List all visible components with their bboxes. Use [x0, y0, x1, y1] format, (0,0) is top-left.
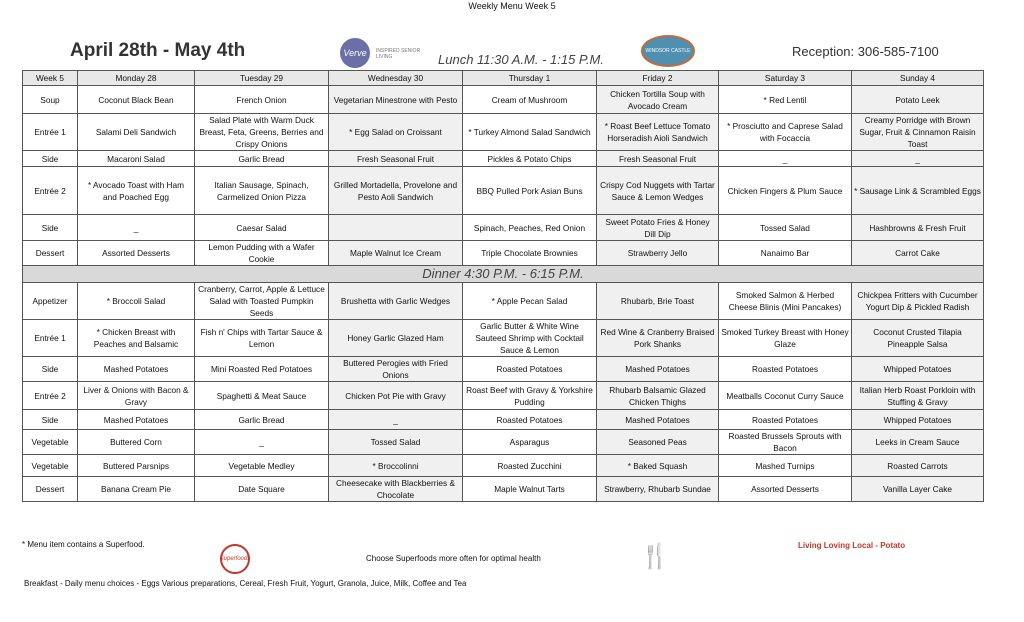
menu-row: [23, 477, 984, 502]
menu-cell: Triple Chocolate Brownies: [463, 241, 597, 266]
menu-cell: * Apple Pecan Salad: [463, 283, 597, 320]
menu-cell: Honey Garlic Glazed Ham: [329, 320, 463, 357]
menu-cell: Mashed Potatoes: [78, 357, 195, 382]
menu-cell: Tossed Salad: [719, 215, 852, 241]
menu-cell: Maple Walnut Tarts: [463, 477, 597, 502]
menu-cell: Date Square: [195, 477, 329, 502]
menu-cell: Sweet Potato Fries & Honey Dill Dip: [597, 215, 719, 241]
row-label: Entrée 2: [23, 167, 78, 215]
menu-cell: Mashed Potatoes: [78, 410, 195, 430]
menu-cell: Chicken Tortilla Soup with Avocado Cream: [597, 86, 719, 114]
menu-cell: Lemon Pudding with a Wafer Cookie: [195, 241, 329, 266]
menu-cell: Spinach, Peaches, Red Onion: [463, 215, 597, 241]
menu-cell: Cream of Mushroom: [463, 86, 597, 114]
menu-cell: Creamy Porridge with Brown Sugar, Fruit & Cinnamon Raisin Toast: [852, 114, 984, 151]
menu-cell: Fresh Seasonal Fruit: [329, 151, 463, 167]
menu-cell: Red Wine & Cranberry Braised Pork Shanks: [597, 320, 719, 357]
dinner-band: [23, 266, 984, 283]
menu-cell: Vegetable Medley: [195, 455, 329, 477]
menu-cell: Assorted Desserts: [78, 241, 195, 266]
row-label: Entrée 1: [23, 114, 78, 151]
menu-cell: Maple Walnut Ice Cream: [329, 241, 463, 266]
menu-cell: Mashed Potatoes: [597, 357, 719, 382]
menu-cell: Garlic Bread: [195, 151, 329, 167]
menu-cell: Rhubarb Balsamic Glazed Chicken Thighs: [597, 382, 719, 410]
menu-cell: Mashed Turnips: [719, 455, 852, 477]
menu-cell: * Roast Beef Lettuce Tomato Horseradish Aioli Sandwich: [597, 114, 719, 151]
menu-cell: _: [719, 151, 852, 167]
menu-row: [23, 86, 984, 114]
menu-cell: Assorted Desserts: [719, 477, 852, 502]
menu-row: [23, 241, 984, 266]
menu-cell: Smoked Salmon & Herbed Cheese Blinis (Mini Pancakes): [719, 283, 852, 320]
menu-cell: Mini Roasted Red Potatoes: [195, 357, 329, 382]
menu-cell: BBQ Pulled Pork Asian Buns: [463, 167, 597, 215]
menu-cell: [329, 215, 463, 241]
menu-row: [23, 151, 984, 167]
menu-row: [23, 357, 984, 382]
menu-cell: _: [852, 151, 984, 167]
breakfast-note: Breakfast - Daily menu choices - Eggs Various preparations, Cereal, Fresh Fruit, Yogurt, Granola, Juice, Milk, Coffee and Tea: [24, 579, 467, 588]
menu-cell: Mashed Potatoes: [597, 410, 719, 430]
menu-cell: Italian Herb Roast Porkloin with Stuffing & Gravy: [852, 382, 984, 410]
menu-cell: Garlic Bread: [195, 410, 329, 430]
menu-cell: Carrot Cake: [852, 241, 984, 266]
menu-cell: Chickpea Fritters with Cucumber Yogurt Dip & Pickled Radish: [852, 283, 984, 320]
menu-cell: * Egg Salad on Croissant: [329, 114, 463, 151]
menu-cell: Banana Cream Pie: [78, 477, 195, 502]
menu-cell: Roasted Potatoes: [463, 357, 597, 382]
menu-cell: * Turkey Almond Salad Sandwich: [463, 114, 597, 151]
menu-cell: Whipped Potatoes: [852, 357, 984, 382]
windsor-castle-logo: WINDSOR CASTLE: [641, 35, 695, 67]
menu-cell: Vanilla Layer Cake: [852, 477, 984, 502]
menu-row: [23, 114, 984, 151]
verve-logo-mark: Verve: [340, 38, 370, 68]
menu-cell: Roasted Potatoes: [719, 410, 852, 430]
menu-cell: Fish n' Chips with Tartar Sauce & Lemon: [195, 320, 329, 357]
menu-cell: Nanaimo Bar: [719, 241, 852, 266]
menu-cell: Fresh Seasonal Fruit: [597, 151, 719, 167]
row-label: Soup: [23, 86, 78, 114]
menu-cell: * Broccolinni: [329, 455, 463, 477]
verve-logo-subtitle: INSPIRED SENIOR LIVING: [376, 48, 421, 60]
dinner-time: Dinner 4:30 P.M. - 6:15 P.M.: [23, 266, 984, 283]
menu-cell: * Broccoli Salad: [78, 283, 195, 320]
menu-cell: Buttered Perogies with Fried Onions: [329, 357, 463, 382]
menu-cell: * Red Lentil: [719, 86, 852, 114]
row-label: Entrée 2: [23, 382, 78, 410]
menu-row: [23, 320, 984, 357]
row-label: Side: [23, 410, 78, 430]
menu-cell: Garlic Butter & White Wine Sauteed Shrimp with Cocktail Sauce & Lemon: [463, 320, 597, 357]
row-label: Dessert: [23, 477, 78, 502]
day-header: Tuesday 29: [195, 71, 329, 86]
menu-cell: Roasted Carrots: [852, 455, 984, 477]
menu-cell: Strawberry, Rhubarb Sundae: [597, 477, 719, 502]
menu-cell: Rhubarb, Brie Toast: [597, 283, 719, 320]
menu-cell: * Prosciutto and Caprese Salad with Focaccia: [719, 114, 852, 151]
verve-logo: [340, 38, 421, 68]
menu-cell: Whipped Potatoes: [852, 410, 984, 430]
row-label: Side: [23, 357, 78, 382]
superfoods-logo: Superfoods: [220, 544, 250, 574]
lunch-time: Lunch 11:30 A.M. - 1:15 P.M.: [438, 52, 604, 67]
menu-cell: * Baked Squash: [597, 455, 719, 477]
superfood-footnote: * Menu item contains a Superfood.: [22, 540, 145, 549]
menu-cell: Italian Sausage, Spinach, Carmelized Onion Pizza: [195, 167, 329, 215]
menu-cell: Strawberry Jello: [597, 241, 719, 266]
menu-cell: _: [195, 430, 329, 455]
menu-cell: Brushetta with Garlic Wedges: [329, 283, 463, 320]
menu-cell: Hashbrowns & Fresh Fruit: [852, 215, 984, 241]
menu-cell: Leeks in Cream Sauce: [852, 430, 984, 455]
menu-row: [23, 455, 984, 477]
row-label: Side: [23, 151, 78, 167]
menu-cell: Crispy Cod Nuggets with Tartar Sauce & Lemon Wedges: [597, 167, 719, 215]
menu-cell: Salami Deli Sandwich: [78, 114, 195, 151]
menu-cell: Grilled Mortadella, Provelone and Pesto Aoli Sandwich: [329, 167, 463, 215]
menu-row: [23, 382, 984, 410]
menu-row: [23, 167, 984, 215]
menu-row: [23, 283, 984, 320]
header-row: [23, 71, 984, 86]
day-header: Monday 28: [78, 71, 195, 86]
menu-cell: Caesar Salad: [195, 215, 329, 241]
menu-row: [23, 410, 984, 430]
living-local-note: Living Loving Local - Potato: [798, 541, 906, 550]
day-header: Friday 2: [597, 71, 719, 86]
menu-cell: Coconut Crusted Tilapia Pineapple Salsa: [852, 320, 984, 357]
menu-cell: Meatballs Coconut Curry Sauce: [719, 382, 852, 410]
menu-row: [23, 215, 984, 241]
menu-cell: Roasted Potatoes: [463, 410, 597, 430]
menu-cell: Chicken Fingers & Plum Sauce: [719, 167, 852, 215]
superfoods-tagline: Choose Superfoods more often for optimal health: [366, 554, 541, 563]
menu-cell: Macaroni Salad: [78, 151, 195, 167]
menu-cell: Pickles & Potato Chips: [463, 151, 597, 167]
menu-row: [23, 430, 984, 455]
menu-cell: Roasted Brussels Sprouts with Bacon: [719, 430, 852, 455]
document-title: Weekly Menu Week 5: [468, 1, 556, 11]
row-label: Dessert: [23, 241, 78, 266]
fork-knife-icon: 🍴: [640, 543, 670, 570]
menu-cell: Spaghetti & Meat Sauce: [195, 382, 329, 410]
row-label: Appetizer: [23, 283, 78, 320]
menu-cell: * Sausage Link & Scrambled Eggs: [852, 167, 984, 215]
menu-cell: _: [78, 215, 195, 241]
menu-cell: * Chicken Breast with Peaches and Balsamic: [78, 320, 195, 357]
day-header: Saturday 3: [719, 71, 852, 86]
menu-cell: Tossed Salad: [329, 430, 463, 455]
menu-cell: Asparagus: [463, 430, 597, 455]
menu-cell: Cheesecake with Blackberries & Chocolate: [329, 477, 463, 502]
menu-cell: Roasted Potatoes: [719, 357, 852, 382]
row-label: Entrée 1: [23, 320, 78, 357]
menu-cell: Coconut Black Bean: [78, 86, 195, 114]
menu-cell: Roast Beef with Gravy & Yorkshire Pudding: [463, 382, 597, 410]
menu-cell: _: [329, 410, 463, 430]
day-header: Wednesday 30: [329, 71, 463, 86]
row-label: Vegetable: [23, 430, 78, 455]
week-header: Week 5: [23, 71, 78, 86]
menu-cell: Seasoned Peas: [597, 430, 719, 455]
menu-cell: Chicken Pot Pie with Gravy: [329, 382, 463, 410]
menu-cell: Buttered Parsnips: [78, 455, 195, 477]
menu-cell: Roasted Zucchini: [463, 455, 597, 477]
menu-cell: * Avocado Toast with Ham and Poached Egg: [78, 167, 195, 215]
menu-cell: Salad Plate with Warm Duck Breast, Feta, Greens, Berries and Crispy Onions: [195, 114, 329, 151]
menu-cell: Smoked Turkey Breast with Honey Glaze: [719, 320, 852, 357]
date-range: April 28th - May 4th: [70, 40, 246, 61]
row-label: Vegetable: [23, 455, 78, 477]
menu-cell: Buttered Corn: [78, 430, 195, 455]
reception-phone: Reception: 306-585-7100: [792, 44, 939, 59]
menu-cell: Cranberry, Carrot, Apple & Lettuce Salad with Toasted Pumpkin Seeds: [195, 283, 329, 320]
day-header: Sunday 4: [852, 71, 984, 86]
menu-cell: Potato Leek: [852, 86, 984, 114]
day-header: Thursday 1: [463, 71, 597, 86]
menu-cell: Liver & Onions with Bacon & Gravy: [78, 382, 195, 410]
menu-cell: Vegetarian Minestrone with Pesto: [329, 86, 463, 114]
weekly-menu-table: [22, 70, 984, 502]
menu-cell: French Onion: [195, 86, 329, 114]
row-label: Side: [23, 215, 78, 241]
